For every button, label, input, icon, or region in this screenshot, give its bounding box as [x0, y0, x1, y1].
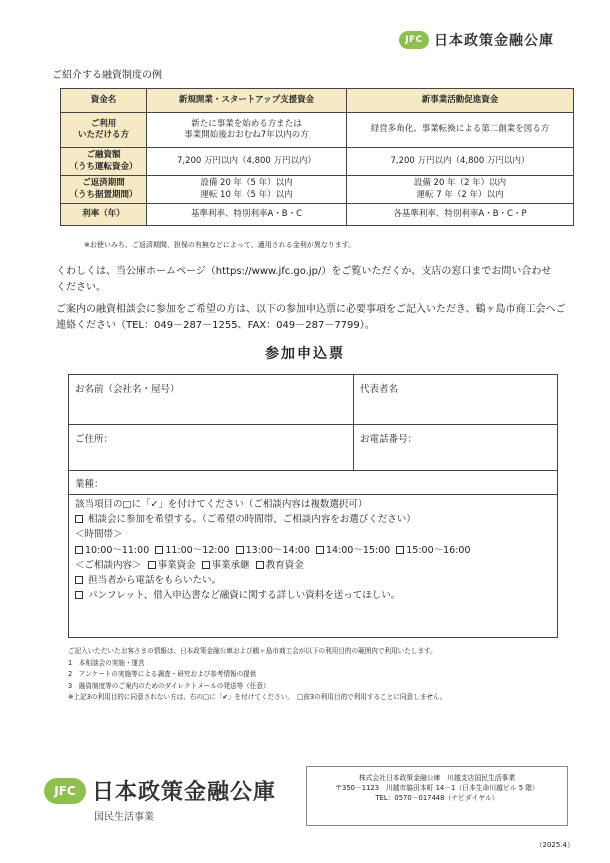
branch-name: 株式会社日本政策金融公庫 川越支店国民生活事業 [358, 774, 516, 782]
contact-paragraph: ご案内の融資相談会に参加をご希望の方は、以下の参加申込票に必要事項をご記入いただき、鶴ヶ島市商工会へご連絡ください（TEL：049－287－1255、FAX：049－287－7799）。 [56, 304, 566, 331]
address-label: ご住所： [75, 434, 114, 445]
time-slot-label: 14:00～15:00 [325, 544, 391, 556]
table-footnote: ※お使いみち、ご返済期間、担保の有無などによって、適用される金利が異なります。 [84, 241, 356, 249]
option-attend [75, 512, 551, 527]
note-line: 2 アンケートの実施等による調査・研究および参考情報の提供 [68, 670, 257, 679]
form-row-address [69, 425, 557, 471]
time-slot-checkbox[interactable] [316, 546, 324, 554]
industry-field[interactable] [69, 471, 557, 494]
footer-logo-name: 日本政策金融公庫 [92, 780, 277, 805]
table-cell: 7,200 万円以内（4,800 万円以内） [347, 148, 574, 176]
topic-list [75, 558, 551, 573]
option-docs-label: パンフレット、借入申込書など融資に関する詳しい資料を送ってほしい。 [88, 590, 401, 602]
topic-checkbox[interactable] [256, 561, 264, 569]
representative-field[interactable] [354, 375, 557, 424]
topic-checkbox[interactable] [148, 561, 156, 569]
footer-logo-sub: 国民生活事業 [94, 812, 154, 823]
phone-label: お電話番号： [360, 434, 418, 445]
note-line: ※上記3の利用目的に同意されない方は、右の□に「✔」を付けてください。 □前3の利用目的で利用することに同意しません。 [68, 693, 447, 702]
form-row-industry [69, 471, 557, 495]
row-label: ご利用 いただける方 [61, 113, 147, 148]
table-row [61, 113, 574, 148]
branch-contact-box [306, 766, 568, 826]
loan-program-table [60, 88, 574, 226]
table-cell: 7,200 万円以内（4,800 万円以内） [147, 148, 347, 176]
header-logo [399, 30, 554, 50]
call-checkbox[interactable] [75, 576, 83, 584]
time-slot-label: 10:00～11:00 [85, 544, 150, 556]
intro-title: ご紹介する融資制度の例 [52, 70, 162, 81]
time-slot-checkbox[interactable] [155, 546, 163, 554]
time-slot-checkbox[interactable] [236, 546, 244, 554]
branch-phone: TEL：0570－017448（ナビダイヤル） [375, 794, 499, 803]
table-header-row [61, 89, 574, 113]
table-header-cell: 新規開業・スタートアップ支援資金 [147, 89, 347, 113]
privacy-notes [68, 646, 568, 704]
time-slot-checkbox[interactable] [396, 546, 404, 554]
time-slot-label: 11:00～12:00 [165, 544, 230, 556]
row-label: ご返済期間 （うち据置期間） [61, 176, 147, 204]
representative-label: 代表者名 [360, 384, 399, 395]
time-slot-checkbox[interactable] [75, 546, 83, 554]
option-call [75, 573, 551, 588]
option-attend-label: 相談会に参加を希望する。（ご希望の時間帯、ご相談内容をお選びください） [88, 514, 416, 526]
name-field[interactable] [69, 375, 353, 424]
table-cell: 経営多角化、事業転換による第二創業を図る方 [347, 113, 574, 148]
note-line: 1 本相談会の実施・運営 [68, 658, 145, 667]
form-instruction: 該当項目の□に「✓」を付けてください（ご相談内容は複数選択可） [75, 499, 368, 510]
table-row [61, 148, 574, 176]
docs-checkbox[interactable] [75, 591, 83, 599]
table-row [61, 176, 574, 204]
note-line: ご記入いただいたお客さまの情報は、日本政策金融公庫および鶴ヶ島市商工会が以下の利用目的の範囲内で利用いたします。 [68, 647, 437, 655]
branch-address: 〒350－1123 川越市脇田本町 14－1（日本生命川越ビル 5 階） [335, 784, 539, 793]
topic-label: 事業資金 [157, 559, 196, 571]
jfc-logo-badge: JFC [44, 778, 86, 804]
topic-checkbox[interactable] [202, 561, 210, 569]
form-title: 参加申込票 [265, 346, 345, 362]
info-paragraph: くわしくは、当公庫ホームページ（https://www.jfc.go.jp/）をご覧いただくか、支店の窓口までお問い合わせください。 [56, 266, 552, 293]
table-header-cell: 新事業活動促進資金 [347, 89, 574, 113]
time-slot-label: 13:00～14:00 [245, 544, 310, 556]
industry-label: 業種： [75, 479, 104, 490]
row-label: ご融資額 （うち運転資金） [61, 148, 147, 176]
note-line: 3 融資制度等のご案内のためのダイレクトメールの発送等（任意） [68, 681, 270, 690]
application-form [68, 374, 558, 638]
table-cell: 設備 20 年（2 年）以内 運転 7 年（2 年）以内 [347, 176, 574, 204]
name-label: お名前（会社名・屋号） [75, 384, 180, 395]
time-slot-list [75, 543, 551, 558]
time-slot-label: 15:00～16:00 [406, 544, 471, 556]
row-label: 利率（年） [61, 204, 147, 226]
topic-heading: ＜ご相談内容＞ [75, 559, 142, 571]
topic-label: 教育資金 [265, 559, 304, 571]
table-header-cell: 資金名 [61, 89, 147, 113]
time-heading: ＜時間帯＞ [75, 529, 123, 541]
topic-label: 事業承継 [211, 559, 250, 571]
table-cell: 新たに事業を始める方または 事業開始後おおむね7年以内の方 [147, 113, 347, 148]
phone-field[interactable] [354, 425, 557, 470]
table-cell: 基準利率、特別利率A・B・C [147, 204, 347, 226]
address-field[interactable] [69, 425, 353, 470]
option-call-label: 担当者から電話をもらいたい。 [88, 574, 222, 586]
table-cell: 設備 20 年（5 年）以内 運転 10 年（5 年）以内 [147, 176, 347, 204]
form-options [75, 497, 551, 603]
footer-logo [44, 775, 276, 823]
issue-date: （2025.4） [535, 841, 574, 849]
form-row-name [69, 375, 557, 425]
header-logo-name: 日本政策金融公庫 [434, 33, 554, 49]
option-docs [75, 588, 551, 603]
table-cell: 各基準利率、特別利率A・B・C・P [347, 204, 574, 226]
attend-checkbox[interactable] [75, 515, 83, 523]
jfc-logo-badge: JFC [399, 31, 429, 49]
table-row [61, 204, 574, 226]
